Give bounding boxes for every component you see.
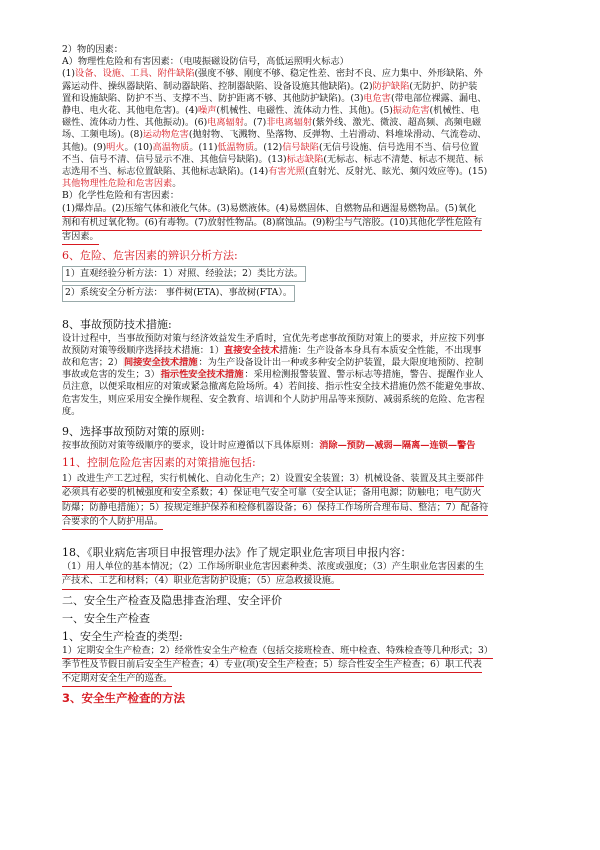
measure-line: 1）改进生产工艺过程，实行机械化、自动化生产；2）设置安全装置；3）机械设备、装置及其主要部件 <box>62 473 548 487</box>
chemical-line: 剂和有机过氧化物。(6)有毒物。(7)放射性物品。(8)腐蚀品。(9)粉尘与气溶胶。(10)其他化学性危险有 <box>62 217 548 231</box>
section-heading: 8、事故预防技术措施: <box>62 317 172 331</box>
method-line: 1）直观经验分析方法：1）对照、经验法；2）类比方法。 <box>62 266 548 282</box>
section-heading: 6、危险、危害因素的辨识分析方法: <box>62 249 238 263</box>
measure-line: 防爆；防静电措施）；5）按规定维护保养和检修机器设备；6）保持工作场所合理布局、整洁；7）配备符 <box>62 502 548 516</box>
text-line: 事故或危害的发生；3）指示性安全技术措施：采用检测报警装置、警示标志等措施，警告、提醒作业人 <box>62 369 484 381</box>
inspection-line: 季节性及节假日前后安全生产检查；4）专业(项)安全生产检查；5）综合性安全生产检查；6）职工代表 <box>62 659 548 673</box>
text-line: 露运动件、操纵器缺陷、制动器缺陷、控制器缺陷、设备设施其他缺陷)。(2)防护缺陷(无防护、防护装 <box>62 80 478 92</box>
measure-line: 必须具有必要的机械强度和安全系数；4）保证电气安全可靠（安全认证；备用电源；防触电；电气防火 <box>62 487 548 501</box>
chemical-line: 害因素。 <box>62 231 548 245</box>
text-line: 故和危害；2）间接安全技术措施：为生产设备设计出一种或多种安全防护装置，最大限度地预防、控制 <box>62 357 484 369</box>
report-line: 产技术、工艺和材料；（4）职业危害防护设施；（5）应急救援设施。 <box>62 575 548 589</box>
text-line: B）化学性危险和有害因素： <box>62 190 180 202</box>
text-line: 度。 <box>62 405 81 417</box>
inspection-line: 1）定期安全生产检查；2）经常性安全生产检查（包括交接班检查、班中检查、特殊检查等几种形式；3） <box>62 645 548 659</box>
text-line: 场、工频电场)。(8)运动物危害(抛射物、飞溅物、坠落物、反弹物、土岩滑动、料堆垛滑动、气流卷动、 <box>62 129 487 141</box>
method-line: 2）系统安全分析方法： 事件树(ETA)、事故树(FTA）。 <box>62 285 548 301</box>
section-heading: 1、安全生产检查的类型: <box>62 629 183 643</box>
text-line: 置和设施缺陷、防护不当、支撑不当、防护距离不够、其他防护缺陷)。(3)电危害(带电部位裸露、漏电、 <box>62 92 487 104</box>
text-line: 不当、信号不清、信号显示不准、其他信号缺陷)。(13)标志缺陷(无标志、标志不清楚、标志不规范、标 <box>62 153 484 165</box>
section-heading: 3、安全生产检查的方法 <box>62 691 186 706</box>
measure-line: 合要求的个人防护用品。 <box>62 516 548 530</box>
text-line: 静电、电火花、其他电危害)。(4)噪声(机械性、电磁性、流体动力性、其他)。(5)振动危害(机械性、电 <box>62 105 480 117</box>
text-line: (1)设备、设施、工具、附件缺陷(强度不够、刚度不够、稳定性差、密封不良、应力集中、外形缺陷、外 <box>62 68 483 80</box>
text-line: 按事故预防对策等级顺序的要求，设计时应遵循以下具体原则：消除—预防—减弱—隔离—连锁—警告 <box>62 440 476 452</box>
section-heading: 11、控制危险危害因素的对策措施包括: <box>62 456 256 470</box>
section-heading: 一、安全生产检查 <box>62 611 150 625</box>
inspection-line: 不定期对安全生产的巡查。 <box>62 673 548 687</box>
text-line: 其他物理性危险和危害因素。 <box>62 178 182 190</box>
text-line: 故预防对策等级顺序选择技术措施：1）直接安全技术措施：生产设备本身具有本质安全性能，不出现事 <box>62 344 482 356</box>
text-line: 磁性、流体动力性、其他振动)。(6)电离辐射。(7)非电离辐射(紫外线、激光、微波、超高频、高频电磁 <box>62 117 482 129</box>
text-line: 志选用不当、标志位置缺陷、其他标志缺陷)。(14)有害光照(直射光、反射光、眩光、频闪效应等)。(15) <box>62 166 488 178</box>
document-page <box>62 44 548 706</box>
text-line: 员注意，以便采取相应的对策或紧急撤离危险场所。4）若间接、指示性安全技术措施仍然不能避免事故、 <box>62 381 491 393</box>
text-line: 其他)。(9)明火。(10)高温物质。(11)低温物质。(12)信号缺陷(无信号设施、信号选用不当、信号位置 <box>62 141 479 153</box>
report-line: （1）用人单位的基本情况；（2）工作场所职业危害因素种类、浓度或强度；（3）产生职业危害因素的生 <box>62 561 548 575</box>
chemical-line: (1)爆炸品。(2)压缩气体和液化气体。(3)易燃液体。(4)易燃固体、自燃物品和遇湿易燃物品。(5)氧化 <box>62 203 548 217</box>
section-heading: 18、《职业病危害项目申报管理办法》作了规定职业危害项目申报内容： <box>62 546 412 560</box>
text-line: 危害发生，则应采用安全操作规程、安全教育、培训和个人防护用品等来预防、减弱系统的危险、危害程 <box>62 393 485 405</box>
text-line: 设计过程中，当事故预防对策与经济效益发生矛盾时，宜优先考虑事故预防对策上的要求，并应按下列事 <box>62 332 485 344</box>
chapter-heading: 二、安全生产检查及隐患排查治理、安全评价 <box>62 593 282 607</box>
section-heading: 9、选择事故预防对策的原则: <box>62 425 205 439</box>
text-line: A）物理性危险和有害因素：（电唛振磁设防信号，高低运照明火标志） <box>62 56 349 68</box>
text-line: 2）物的因素： <box>62 44 123 55</box>
